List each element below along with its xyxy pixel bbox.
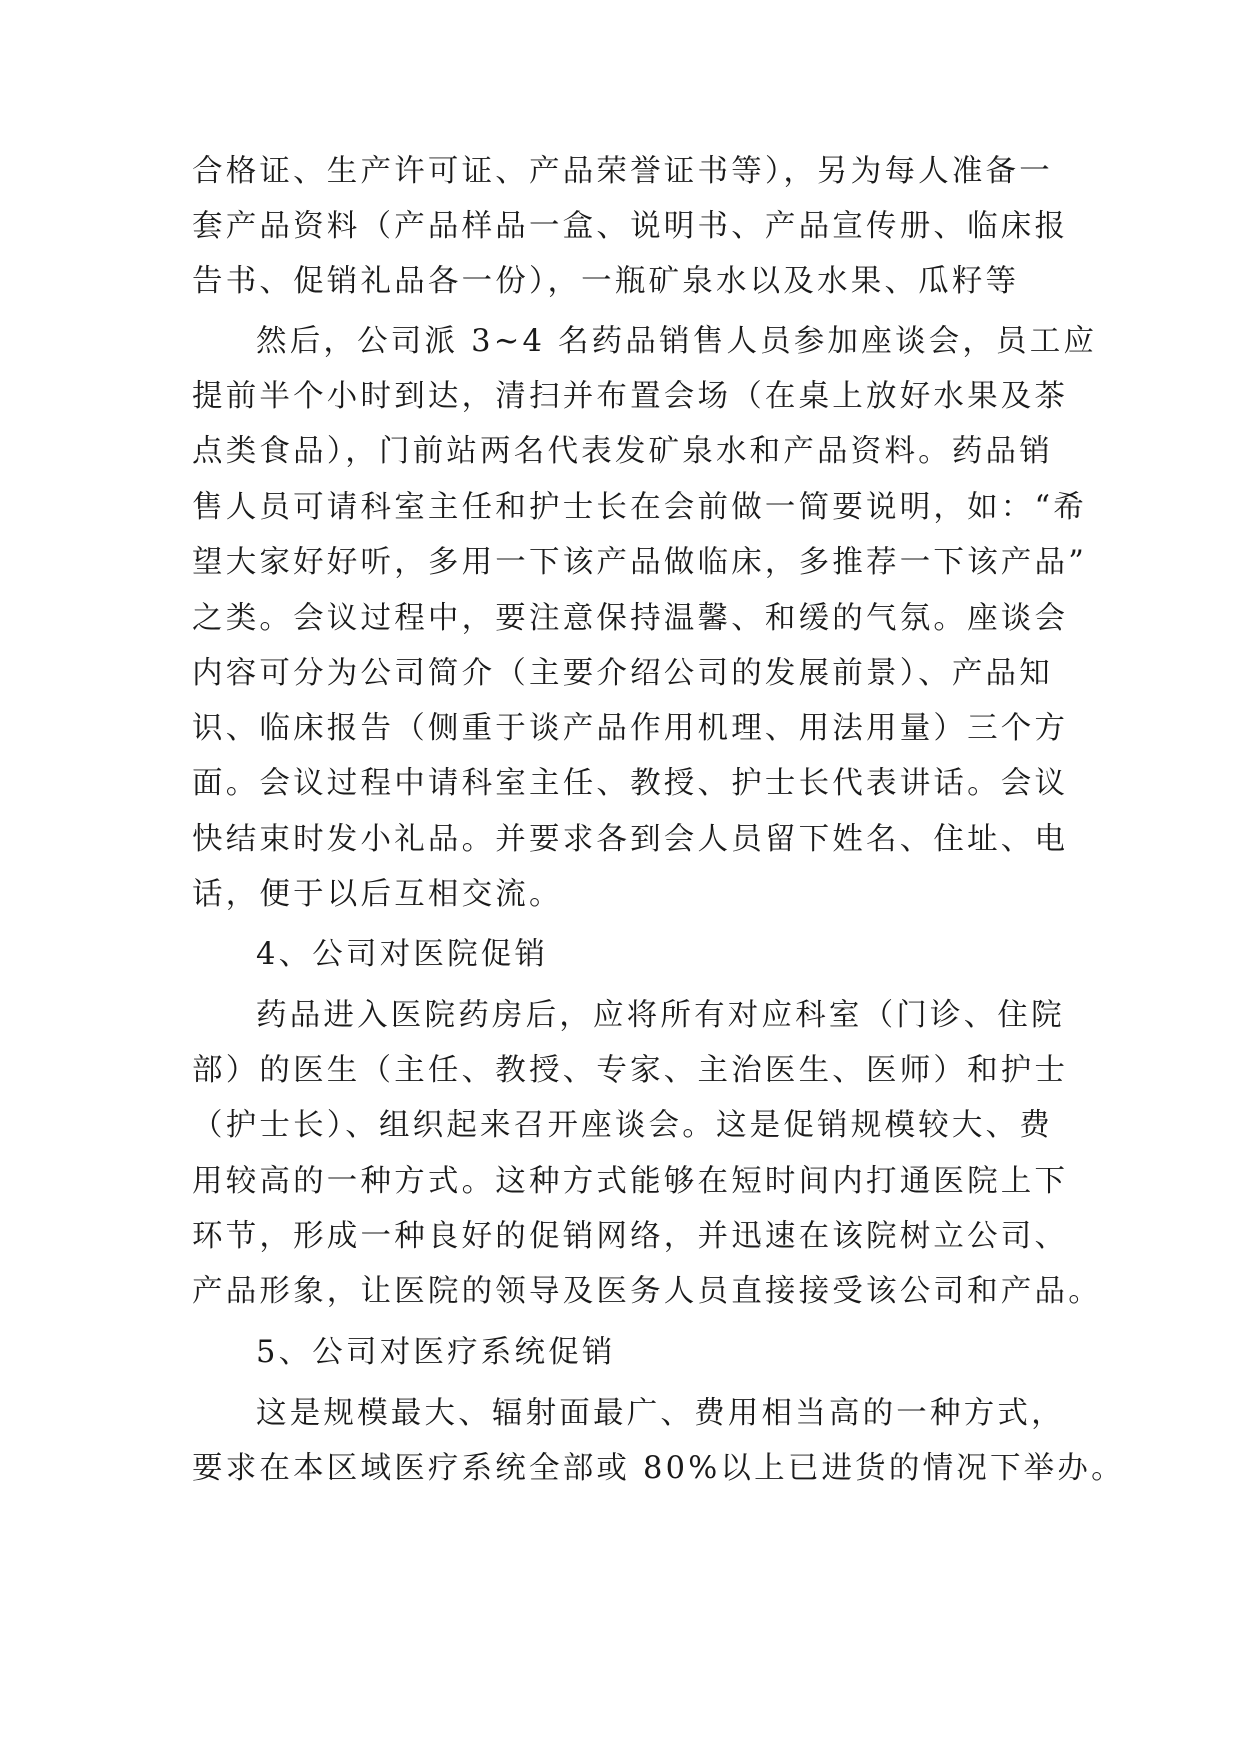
- text-line: 话，便于以后互相交流。: [192, 877, 563, 912]
- text-line: 望大家好好听，多用一下该产品做临床，多推荐一下该产品”: [192, 545, 1087, 580]
- text-line: 点类食品），门前站两名代表发矿泉水和产品资料。药品销: [192, 434, 1053, 469]
- text-line: 提前半个小时到达，清扫并布置会场（在桌上放好水果及茶: [192, 379, 1069, 414]
- text-line: 售人员可请科室主任和护士长在会前做一简要说明，如：“希: [192, 490, 1087, 525]
- paragraph-start-line: 药品进入医院药房后，应将所有对应科室（门诊、住院: [256, 998, 1065, 1033]
- section-heading-5: 5、公司对医疗系统促销: [256, 1335, 616, 1370]
- text-line: 部）的医生（主任、教授、专家、主治医生、医师）和护士: [192, 1053, 1069, 1088]
- text-line: 告书、促销礼品各一份），一瓶矿泉水以及水果、瓜籽等: [192, 264, 1020, 299]
- text-line: 套产品资料（产品样品一盒、说明书、产品宣传册、临床报: [192, 209, 1069, 244]
- section-heading-4: 4、公司对医院促销: [256, 937, 549, 972]
- text-line: 面。会议过程中请科室主任、教授、护士长代表讲话。会议: [192, 766, 1069, 801]
- text-line: 内容可分为公司简介（主要介绍公司的发展前景）、产品知: [192, 656, 1053, 691]
- text-line: 之类。会议过程中，要注意保持温馨、和缓的气氛。座谈会: [192, 601, 1069, 636]
- text-line: 快结束时发小礼品。并要求各到会人员留下姓名、住址、电: [192, 822, 1069, 857]
- paragraph-start-line: 然后，公司派 3~4 名药品销售人员参加座谈会，员工应: [256, 324, 1098, 359]
- text-line: 产品形象，让医院的领导及医务人员直接接受该公司和产品。: [192, 1274, 1102, 1309]
- paragraph-start-line: 这是规模最大、辐射面最广、费用相当高的一种方式，: [256, 1396, 1065, 1431]
- text-line: 用较高的一种方式。这种方式能够在短时间内打通医院上下: [192, 1164, 1069, 1199]
- text-line: 要求在本区域医疗系统全部或 80%以上已进货的情况下举办。: [192, 1451, 1125, 1486]
- text-line: （护士长）、组织起来召开座谈会。这是促销规模较大、费: [192, 1108, 1053, 1143]
- text-line: 识、临床报告（侧重于谈产品作用机理、用法用量）三个方: [192, 711, 1069, 746]
- text-line: 环节，形成一种良好的促销网络，并迅速在该院树立公司、: [192, 1219, 1069, 1254]
- text-line: 合格证、生产许可证、产品荣誉证书等），另为每人准备一: [192, 154, 1053, 189]
